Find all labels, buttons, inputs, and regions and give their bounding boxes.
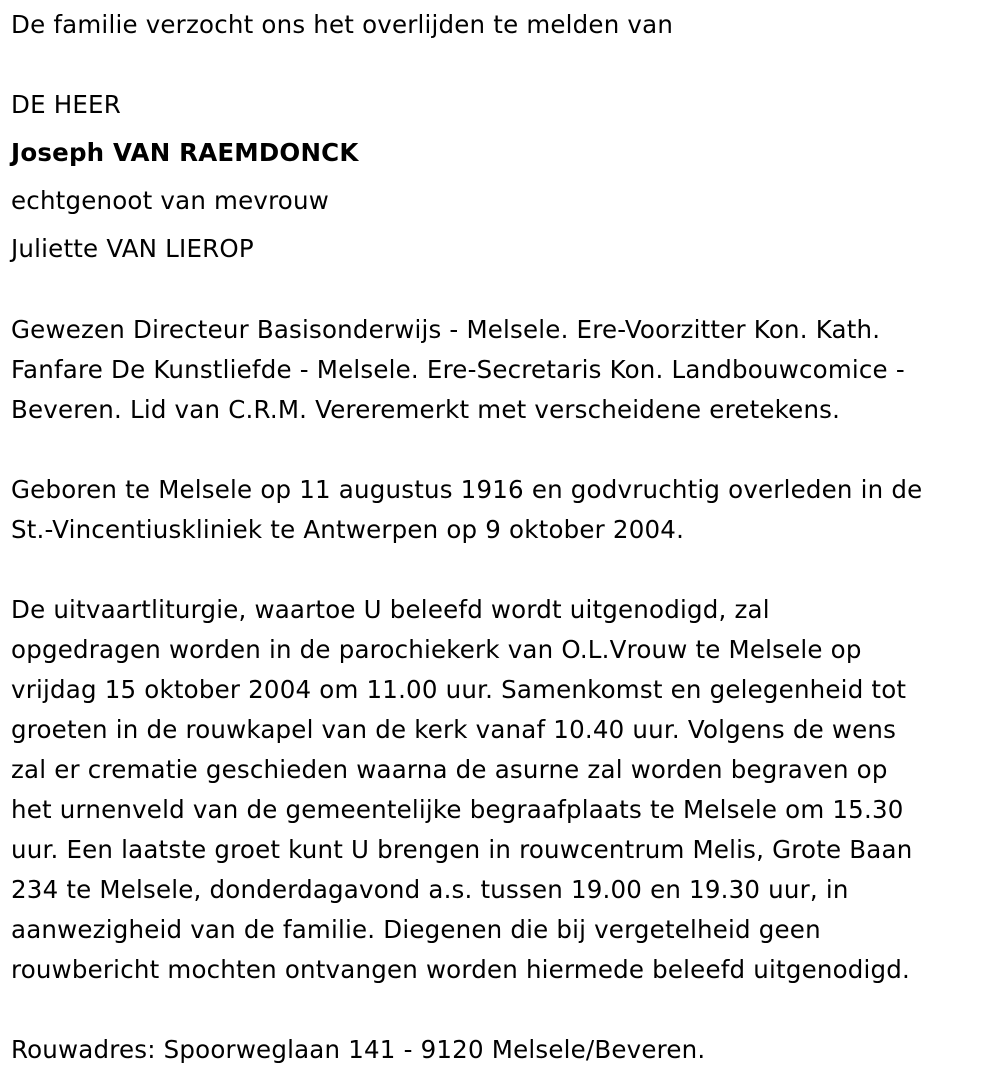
titles-paragraph <box>11 310 905 430</box>
titles-line: Gewezen Directeur Basisonderwijs - Melsele. Ere-Voorzitter Kon. Kath. <box>11 315 881 344</box>
intro-text: De familie verzocht ons het overlijden te melden van <box>11 10 674 39</box>
funeral-line: het urnenveld van de gemeentelijke begraafplaats te Melsele om 15.30 <box>11 795 904 824</box>
titles-line: Fanfare De Kunstliefde - Melsele. Ere-Secretaris Kon. Landbouwcomice - <box>11 355 905 384</box>
funeral-line: aanwezigheid van de familie. Diegenen die bij vergetelheid geen <box>11 915 821 944</box>
funeral-line: De uitvaartliturgie, waartoe U beleefd wordt uitgenodigd, zal <box>11 595 770 624</box>
spouse-name: Juliette VAN LIEROP <box>11 234 254 263</box>
funeral-line: zal er crematie geschieden waarna de asurne zal worden begraven op <box>11 755 888 784</box>
deceased-name: Joseph VAN RAEMDONCK <box>11 138 359 167</box>
funeral-line: uur. Een laatste groet kunt U brengen in rouwcentrum Melis, Grote Baan <box>11 835 913 864</box>
funeral-line: opgedragen worden in de parochiekerk van O.L.Vrouw te Melsele op <box>11 635 862 664</box>
funeral-paragraph <box>11 590 912 990</box>
funeral-line: vrijdag 15 oktober 2004 om 11.00 uur. Samenkomst en gelegenheid tot <box>11 675 907 704</box>
titles-line: Beveren. Lid van C.R.M. Vereremerkt met verscheidene eretekens. <box>11 395 841 424</box>
funeral-line: 234 te Melsele, donderdagavond a.s. tussen 19.00 en 19.30 uur, in <box>11 875 849 904</box>
funeral-line: rouwbericht mochten ontvangen worden hiermede beleefd uitgenodigd. <box>11 955 911 984</box>
birth-death-line: Geboren te Melsele op 11 augustus 1916 en godvruchtig overleden in de <box>11 475 923 504</box>
birth-death-paragraph <box>11 470 922 550</box>
honorific: DE HEER <box>11 90 121 119</box>
spouse-label: echtgenoot van mevrouw <box>11 186 329 215</box>
funeral-line: groeten in de rouwkapel van de kerk vanaf 10.40 uur. Volgens de wens <box>11 715 897 744</box>
mourning-address: Rouwadres: Spoorweglaan 141 - 9120 Melsele/Beveren. <box>11 1035 706 1064</box>
birth-death-line: St.-Vincentiuskliniek te Antwerpen op 9 oktober 2004. <box>11 515 685 544</box>
